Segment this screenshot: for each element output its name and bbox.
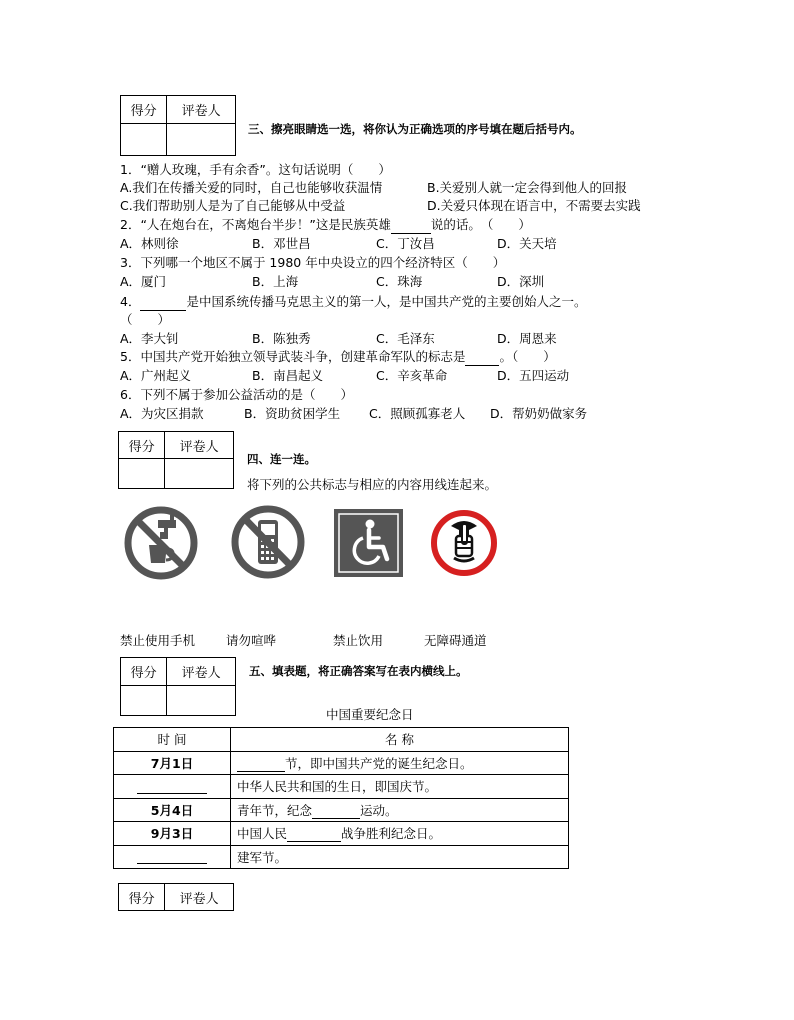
q5-option-c[interactable]: C．辛亥革命 (376, 368, 448, 383)
q3-option-a[interactable]: A．厦门 (120, 274, 167, 289)
q6-option-a[interactable]: A．为灾区捐款 (120, 406, 204, 421)
q1-option-b[interactable]: B.关爱别人就一定会得到他人的回报 (427, 180, 628, 195)
question-6: 6．下列不属于参加公益活动的是（ ） (120, 387, 353, 402)
score-box-section5 (120, 657, 236, 716)
name-cell: 建军节。 (231, 845, 569, 869)
header-time: 时 间 (114, 728, 231, 752)
fill-blank[interactable] (287, 827, 341, 842)
fill-blank[interactable] (312, 804, 360, 819)
date-cell: 5月4日 (114, 798, 231, 822)
header-name: 名 称 (231, 728, 569, 752)
q4-blank[interactable] (140, 296, 186, 311)
score-label: 得分 (121, 96, 167, 124)
table-title: 中国重要纪念日 (326, 707, 414, 722)
score-label: 得分 (119, 884, 165, 911)
q4-option-b[interactable]: B．陈独秀 (252, 331, 311, 346)
q4-option-c[interactable]: C．毛泽东 (376, 331, 435, 346)
keep-quiet-sign-icon[interactable] (429, 508, 499, 578)
q5-option-d[interactable]: D．五四运动 (497, 368, 570, 383)
grader-cell[interactable] (167, 124, 236, 156)
date-fill-blank[interactable] (137, 779, 207, 794)
grader-label: 评卷人 (165, 884, 234, 911)
q2-option-a[interactable]: A．林则徐 (120, 236, 179, 251)
q2-text-start: 2．“人在炮台在，不离炮台半步！”这是民族英雄 (120, 217, 391, 232)
q4-answer-paren[interactable]: （ ） (120, 312, 171, 327)
q3-option-b[interactable]: B．上海 (252, 274, 299, 289)
memorial-days-table (113, 727, 569, 869)
question-3: 3．下列哪一个地区不属于 1980 年中央设立的四个经济特区（ ） (120, 255, 506, 270)
q4-text: 是中国系统传播马克思主义的第一人，是中国共产党的主要创始人之一。 (186, 294, 587, 309)
date-cell: 9月3日 (114, 822, 231, 846)
score-label: 得分 (121, 658, 167, 686)
q2-blank[interactable] (391, 219, 431, 234)
name-text: 中国人民 (237, 826, 288, 842)
score-box-section3 (120, 95, 236, 156)
date-cell (114, 845, 231, 869)
q5-blank[interactable] (465, 351, 499, 366)
q6-option-b[interactable]: B．资助贫困学生 (244, 406, 341, 421)
name-text: 战争胜利纪念日。 (341, 826, 442, 842)
caption-no-phone[interactable]: 禁止使用手机 (120, 633, 196, 648)
grader-label: 评卷人 (167, 658, 236, 686)
score-cell[interactable] (121, 124, 167, 156)
q4-option-a[interactable]: A．李大钊 (120, 331, 179, 346)
q5-text-start: 5．中国共产党开始独立领导武装斗争，创建革命军队的标志是 (120, 349, 466, 364)
name-text: 青年节，纪念 (237, 802, 313, 818)
table-row (114, 775, 569, 799)
question-1: 1．“赠人玫瑰，手有余香”。这句话说明（ ） (120, 162, 391, 177)
section4-title: 四、连一连。 (247, 452, 316, 466)
score-cell[interactable] (119, 459, 165, 489)
table-row (114, 798, 569, 822)
table-row (114, 751, 569, 775)
grader-label: 评卷人 (167, 96, 236, 124)
grader-cell[interactable] (165, 459, 234, 489)
score-box-section4 (118, 431, 234, 489)
q6-option-d[interactable]: D．帮奶奶做家务 (490, 406, 588, 421)
q1-option-c[interactable]: C.我们帮助别人是为了自己能够从中受益 (120, 198, 346, 213)
question-2 (120, 216, 531, 234)
q5-option-b[interactable]: B．南昌起义 (252, 368, 324, 383)
name-cell (231, 798, 569, 822)
no-drinking-sign-icon[interactable] (122, 505, 200, 581)
q4-number: 4． (120, 294, 141, 309)
q2-option-b[interactable]: B．邓世昌 (252, 236, 311, 251)
score-cell[interactable] (121, 686, 167, 716)
fill-blank[interactable] (237, 757, 285, 772)
name-cell: 中华人民共和国的生日，即国庆节。 (231, 775, 569, 799)
table-row (114, 845, 569, 869)
q3-option-c[interactable]: C．珠海 (376, 274, 423, 289)
score-label: 得分 (119, 432, 165, 459)
wheelchair-accessible-sign-icon[interactable] (334, 509, 403, 577)
name-text: 运动。 (360, 802, 398, 818)
question-5 (120, 348, 556, 366)
date-fill-blank[interactable] (137, 849, 207, 864)
q5-text-end: 。（ ） (499, 349, 556, 364)
q3-option-d[interactable]: D．深圳 (497, 274, 545, 289)
q2-text-end: 说的话。 （ ） (430, 217, 531, 232)
question-4 (120, 293, 586, 311)
q2-option-d[interactable]: D．关天培 (497, 236, 557, 251)
grader-label: 评卷人 (165, 432, 234, 459)
no-phone-sign-icon[interactable] (229, 504, 307, 581)
score-box-section6 (118, 883, 234, 911)
q4-option-d[interactable]: D．周恩来 (497, 331, 557, 346)
q1-option-a[interactable]: A.我们在传播关爱的同时，自己也能够收获温情 (120, 180, 383, 195)
q2-option-c[interactable]: C．丁汝昌 (376, 236, 435, 251)
name-text: 节，即中国共产党的诞生纪念日。 (285, 755, 473, 771)
date-cell: 7月1日 (114, 751, 231, 775)
caption-no-drinking[interactable]: 禁止饮用 (333, 633, 384, 648)
date-cell (114, 775, 231, 799)
q6-option-c[interactable]: C．照顾孤寡老人 (369, 406, 466, 421)
section3-title: 三、擦亮眼睛选一选，将你认为正确选项的序号填在题后括号内。 (248, 122, 582, 136)
caption-accessible[interactable]: 无障碍通道 (424, 633, 487, 648)
q1-option-d[interactable]: D.关爱只体现在语言中，不需要去实践 (427, 198, 641, 213)
name-cell (231, 822, 569, 846)
section5-title: 五、填表题，将正确答案写在表内横线上。 (249, 664, 468, 678)
section4-instruction: 将下列的公共标志与相应的内容用线连起来。 (247, 477, 498, 492)
grader-cell[interactable] (167, 686, 236, 716)
name-cell (231, 751, 569, 775)
q5-option-a[interactable]: A．广州起义 (120, 368, 192, 383)
caption-quiet[interactable]: 请勿喧哗 (226, 633, 277, 648)
table-row (114, 822, 569, 846)
